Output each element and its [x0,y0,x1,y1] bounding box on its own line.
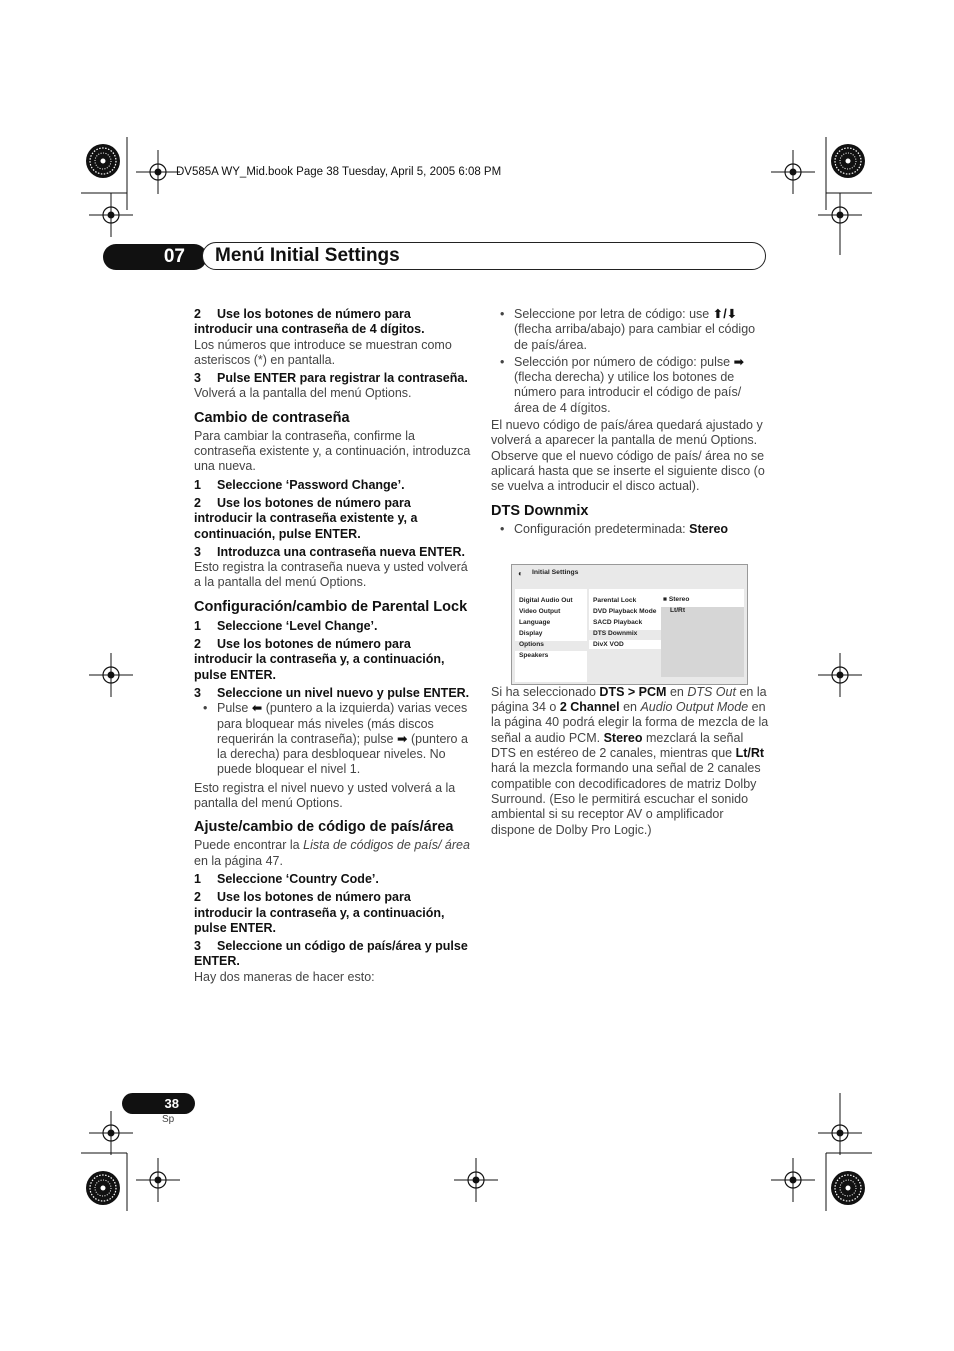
paragraph: Esto registra el nivel nuevo y usted volverá a la pantalla del menú Options. [194,780,456,811]
section-heading-pais: Ajuste/cambio de código de país/área [194,819,454,836]
step: 3 Introduzca una contraseña nueva ENTER. [194,544,465,559]
menu-title: Initial Settings [532,569,579,576]
paragraph: Si ha seleccionado DTS > PCM en DTS Out en la página 34 o 2 Channel en Audio Output Mode en la página 40 podrá elegir la forma de mezcla de la señal a audio PCM. Stereo mezclará la señal DTS en estéreo de 2 canales, mientras que Lt/Rt hará la mezcla formando una señal de 2 canales compatible con decodificadores de matriz Dolby Surround. (Eso le permitirá escuchar el sonido ambiental si su receptor AV o amplificador dispone de Dolby Pro Logic.) [491,684,769,837]
paragraph: Hay dos maneras de hacer esto: [194,969,375,984]
bullet-item: • Selección por número de código: pulse ➡ (flecha derecha) y utilice los botones de número para introducir el código de país/ área de 4 dígitos. [491,355,769,416]
option-item-selected: ■ Stereo [663,596,690,603]
arrow-left-icon: ⬅ [251,701,263,716]
menu-item: Digital Audio Out [519,597,573,604]
submenu-item: DivX VOD [593,641,624,648]
menu-sub-panel [589,589,661,649]
menu-options-column [661,607,744,677]
paragraph: Volverá a la pantalla del menú Options. [194,386,412,401]
paragraph: Puede encontrar la Lista de códigos de país/ área en la página 47. [194,838,470,868]
submenu-item: DVD Playback Mode [593,608,657,615]
arrow-right-icon: ➡ [733,354,745,369]
page-title: Menú Initial Settings [202,242,766,270]
menu-main-panel [515,589,587,682]
step: 2 Use los botones de número para introducir la contraseña y, a continuación, pulse ENTER. [194,890,445,935]
step: 2 Use los botones de número para introducir la contraseña y, a continuación, pulse ENTER. [194,637,445,682]
bullet-item: • Seleccione por letra de código: use ⬆/⬇ (flecha arriba/abajo) para cambiar el código de país/área. [491,307,769,353]
step: 3 Seleccione un código de país/área y pulse ENTER. [194,939,468,969]
option-item: Lt/Rt [670,607,686,614]
step: 2 Use los botones de número para introducir una contraseña de 4 dígitos. [194,307,425,337]
section-heading-parental: Configuración/cambio de Parental Lock [194,598,468,615]
menu-screenshot [511,564,748,685]
step: 1 Seleccione ‘Level Change’. [194,618,378,633]
section-heading-cambio: Cambio de contraseña [194,409,350,426]
submenu-item-selected: DTS Downmix [589,630,661,640]
page-number: 38 [122,1093,195,1114]
bullet-item: • Configuración predeterminada: Stereo [491,522,769,537]
menu-item: Display [519,630,543,637]
arrow-right-icon: ➡ [396,731,408,746]
print-header: DV585A WY_Mid.book Page 38 Tuesday, April 5, 2005 6:08 PM [176,166,502,178]
paragraph: El nuevo código de país/área quedará ajustado y volverá a aparecer la pantalla de menú Options. Observe que el nuevo código de país/ área no se aplicará hasta que se inserte el siguiente disco (o se vuelva a introducir el disco actual). [491,418,765,494]
submenu-item: Parental Lock [593,597,637,604]
chapter-number: 07 [103,244,207,270]
section-heading-dts: DTS Downmix [491,502,589,519]
step: 1 Seleccione ‘Password Change’. [194,477,405,492]
menu-item: Speakers [519,652,549,659]
paragraph: Esto registra la contraseña nueva y usted volverá a la pantalla del menú Options. [194,560,468,590]
step: 3 Pulse ENTER para registrar la contraseña. [194,371,468,386]
menu-item: Options [515,641,587,651]
left-column [194,307,472,985]
disc-icon: ◐ [518,569,523,578]
menu-item: Language [519,619,551,626]
paragraph: Para cambiar la contraseña, confirme la contraseña existente y, a continuación, introduzca una nueva. [194,428,471,474]
step: 2 Use los botones de número para introducir la contraseña existente y, a continuación, pulse ENTER. [194,495,418,541]
step: 1 Seleccione ‘Country Code’. [194,871,379,886]
submenu-item: SACD Playback [593,619,643,626]
bullet-item: • Pulse ⬅ (puntero a la izquierda) varias veces para bloquear más niveles (más discos requerirán la contraseña); pulse ➡ (puntero a la derecha) para desbloquear niveles. No puede bloquear el nivel 1. [194,701,472,777]
arrow-up-down-icon: ⬆/⬇ [712,307,738,321]
selected-marker: ■ [663,596,667,603]
paragraph: Los números que introduce se muestran como asteriscos (*) en pantalla. [194,337,452,367]
step: 3 Seleccione un nivel nuevo y pulse ENTER. [194,685,470,700]
page-language: Sp [162,1114,175,1125]
menu-item: Video Output [519,608,561,615]
